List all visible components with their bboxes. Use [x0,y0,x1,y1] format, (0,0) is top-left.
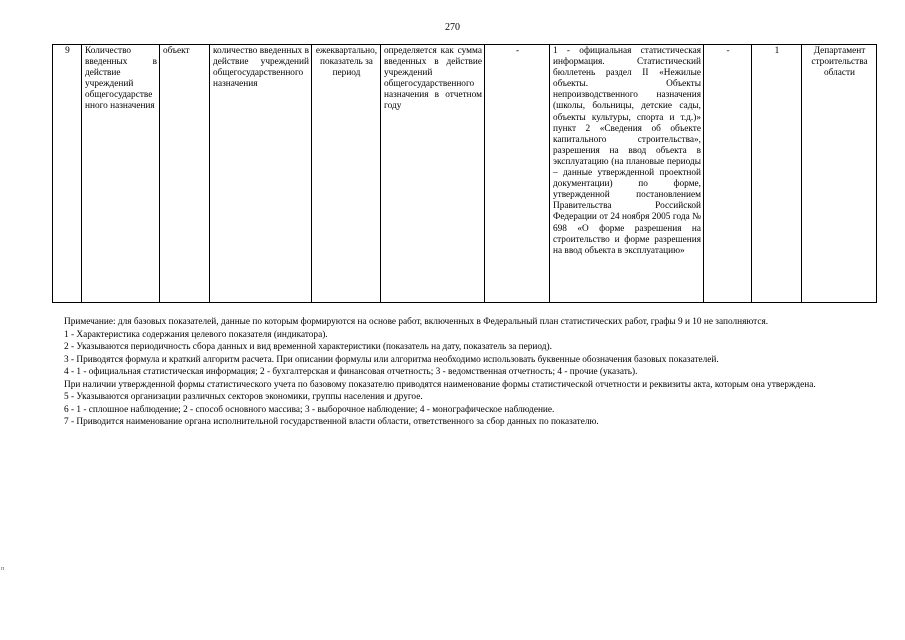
formula-cell: определяется как сумма введенных в действие учреждений общегосударственного назначения в отчетном году [381,45,485,303]
note-main: Примечание: для базовых показателей, данные по которым формируются на основе работ, включенных в Федеральный план статистических работ, графы 9 и 10 не заполняются. [64,317,769,327]
table-row [53,45,877,303]
notes-section [32,316,872,429]
population-cell: - [704,45,752,303]
note-item: 2 - Указываются периодичность сбора данных и вид временной характеристики (показатель на дату, показатель за период). [64,342,552,352]
collection-method-cell: 1 - официальная статистическая информация. Статистический бюллетень раздел II «Нежилые объекты. Объекты непроизводственного назначения (школы, больницы, детские сады, объекты культуры, спорта и т.д.)» пункт 2 «Сведения об объекте капитального строительства», разрешения на ввод объекта в эксплуатацию (на плановые периоды – данные утвержденной проектной документации) по форме, утвержденной постановлением Правительства Российской Федерации от 24 ноября 2005 года № 698 «О форме разрешения на строительство и форме разрешения на ввод объекта в эксплуатацию» [550,45,704,303]
unit-cell: объект [160,45,210,303]
note-item: При наличии утвержденной формы статистического учета по базовому показателю приводятся наименование формы статистической отчетности и реквизиты акта, которым она утверждена. [64,379,816,390]
note-item: 1 - Характеристика содержания целевого показателя (индикатора). [64,329,328,340]
page-number: 270 [445,22,460,33]
note-item: 4 - 1 - официальная статистическая информация; 2 - бухгалтерская и финансовая отчетность; 3 - ведомственная отчетность; 4 - прочие (указать). [64,367,638,377]
periodicity-cell: ежеквартально, показатель за период [312,45,381,303]
row-number-cell: 9 [53,45,82,303]
margin-mark: п [1,566,5,572]
note-item: 5 - Указываются организации различных секторов экономики, группы населения и другое. [64,392,423,402]
note-item: 7 - Приводится наименование органа исполнительной государственной власти области, ответственного за сбор данных по показателю. [64,417,599,427]
indicator-table [52,44,877,303]
note-item: 6 - 1 - сплошное наблюдение; 2 - способ основного массива; 3 - выборочное наблюдение; 4 - монографическое наблюдение. [64,404,555,415]
responsible-cell: Департамент строительства области [802,45,877,303]
note-item: 3 - Приводятся формула и краткий алгоритм расчета. При описании формулы или алгоритма необходимо использовать буквенные обозначения базовых показателей. [64,354,719,365]
characteristic-cell: количество введенных в действие учреждений общегосударственного назначения [210,45,312,303]
observation-cell: 1 [752,45,802,303]
basic-indicators-cell: - [485,45,550,303]
indicator-name-cell [82,45,160,303]
indicator-name-text: Количество введенных в действие учреждений общегосударственного назначения [85,46,157,112]
